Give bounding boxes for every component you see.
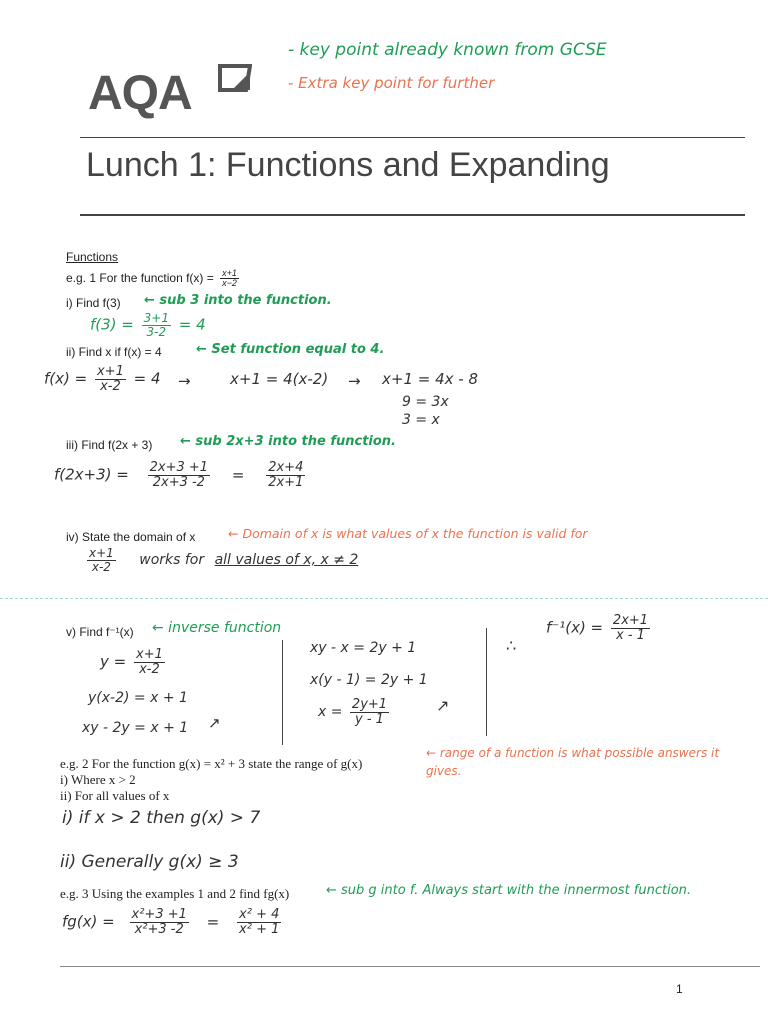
eg1-part-ii-note: ← Set function equal to 4. — [196, 342, 385, 357]
eg1-part-i-work: f(3) = $\frac{3+1}{3-2}$ = 4 — [90, 311, 206, 339]
eg1-part-iii-work: f(2x+3) = $\frac{2x+3 +1}{2x+3 -2}$ = $\frac{2x+4}{2x+1}$ — [54, 460, 304, 490]
eg3-work: fg(x) = $\frac{\text{x²+3 +1}}{\text{x²+3 -2}}$ = $\frac{\text{x² + 4}}{\text{x² + 1}}$ — [62, 907, 280, 937]
eg1-ii-arrow-1: → — [178, 372, 191, 390]
v-mid-line-3: x = $\frac{2y+1}{y - 1}$ — [318, 697, 388, 727]
eg2-part-ii-answer: ii) Generally g(x) ≥ 3 — [60, 852, 239, 872]
v-therefore: ∴ — [506, 636, 517, 655]
eg1-part-iv-question: iv) State the domain of x — [66, 530, 196, 544]
eg1-part-i-note: ← sub 3 into the function. — [144, 293, 332, 308]
header-rule-top — [80, 137, 745, 138]
eg1-part-iii-question: iii) Find f(2x + 3) — [66, 438, 153, 452]
aqa-logo-mark-icon — [218, 64, 252, 92]
eg1-ii-step-3: x+1 = 4x - 8 — [382, 370, 479, 388]
eg2-note: ← range of a function is what possible answers it gives. — [426, 746, 720, 778]
v-divider-right — [486, 628, 487, 736]
footer-rule — [60, 966, 760, 967]
legend-further: - Extra key point for further — [288, 74, 495, 92]
eg2-part-i-question: i) Where x > 2 — [60, 772, 136, 787]
v-inverse-result: f⁻¹(x) = $\frac{2x+1}{x - 1}$ — [546, 613, 649, 643]
eg1-ii-step-5: 3 = x — [402, 412, 440, 428]
v-mid-line-1: xy - x = 2y + 1 — [310, 640, 417, 656]
v-left-line-1: y = $\frac{x+1}{x-2}$ — [100, 647, 163, 677]
eg2-prompt: e.g. 2 For the function g(x) = x² + 3 state the range of g(x) — [60, 756, 363, 771]
v-arrow-1: ↗ — [208, 714, 221, 732]
aqa-logo: AQA — [88, 67, 192, 120]
eg1-part-ii-question: ii) Find x if f(x) = 4 — [66, 345, 162, 359]
eg1-ii-step-2: x+1 = 4(x-2) — [230, 370, 329, 388]
eg1-part-i-question: i) Find f(3) — [66, 296, 121, 310]
eg3-prompt: e.g. 3 Using the examples 1 and 2 find fg(x) — [60, 886, 290, 901]
eg1-prompt: e.g. 1 For the function f(x) = $\frac{x+1}{x-2}$ — [66, 268, 237, 289]
eg1-ii-arrow-2: → — [348, 372, 361, 390]
v-arrow-2: ↗ — [436, 696, 450, 715]
v-divider-left — [282, 640, 283, 745]
eg1-ii-step-4: 9 = 3x — [402, 394, 449, 410]
page-title: Lunch 1: Functions and Expanding — [86, 146, 610, 184]
section-separator — [0, 598, 768, 599]
eg1-part-iv-work: $\frac{x+1}{x-2}$ works for all values of x, x ≠ 2 — [89, 546, 359, 574]
page-number: 1 — [676, 982, 683, 996]
header-rule-bottom — [80, 214, 745, 216]
v-left-line-2: y(x-2) = x + 1 — [88, 690, 188, 706]
eg2-part-i-answer: i) if x > 2 then g(x) > 7 — [62, 808, 261, 828]
v-mid-line-2: x(y - 1) = 2y + 1 — [310, 672, 428, 688]
eg1-part-ii-work: f(x) = $\frac{x+1}{x-2}$ = 4 — [44, 364, 161, 394]
eg1-part-iv-note: ← Domain of x is what values of x the function is valid for — [228, 526, 588, 541]
eg1-part-v-note: ← inverse function — [152, 620, 282, 636]
eg3-note: ← sub g into f. Always start with the innermost function. — [326, 883, 692, 898]
legend-gcse: - key point already known from GCSE — [288, 40, 607, 60]
eg1-part-iii-note: ← sub 2x+3 into the function. — [180, 434, 396, 449]
section-heading-functions: Functions — [66, 250, 119, 264]
eg2-part-ii-question: ii) For all values of x — [60, 788, 170, 803]
eg1-part-v-question: v) Find f⁻¹(x) — [66, 625, 134, 639]
v-left-line-3: xy - 2y = x + 1 — [82, 720, 189, 736]
